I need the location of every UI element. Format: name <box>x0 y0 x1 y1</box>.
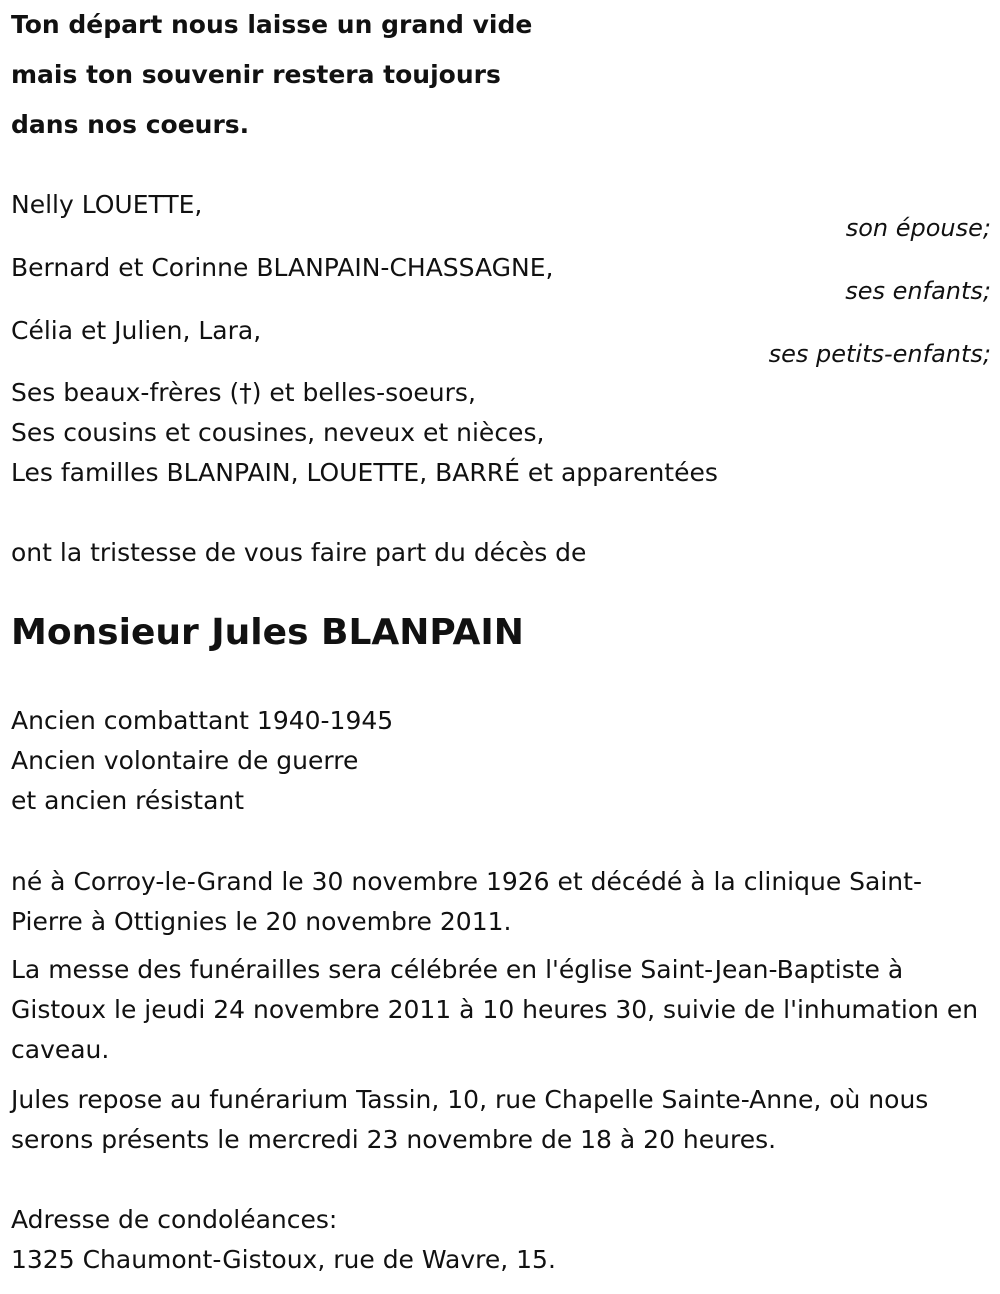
condolences-address: 1325 Chaumont-Gistoux, rue de Wavre, 15. <box>11 1245 556 1274</box>
quote-line-1: Ton départ nous laisse un grand vide <box>11 10 533 39</box>
quote-line-2: mais ton souvenir restera toujours <box>11 60 501 89</box>
family-grandchildren-role: ses petits-enfants; <box>768 340 991 368</box>
birth-death-paragraph: né à Corroy-le-Grand le 30 novembre 1926 et décédé à la clinique Saint-Pierre à Ottignies le 20 novembre 2011. <box>11 867 922 936</box>
title-line-3: et ancien résistant <box>11 786 245 815</box>
title-line-1: Ancien combattant 1940-1945 <box>11 706 394 735</box>
family-grandchildren-name: Célia et Julien, Lara, <box>11 316 262 345</box>
quote-line-3: dans nos coeurs. <box>11 110 250 139</box>
family-children-role: ses enfants; <box>845 277 991 305</box>
family-spouse-role: son épouse; <box>845 214 991 242</box>
title-line-2: Ancien volontaire de guerre <box>11 746 359 775</box>
relatives-line-3: Les familles BLANPAIN, LOUETTE, BARRÉ et apparentées <box>11 458 718 487</box>
condolences-label: Adresse de condoléances: <box>11 1205 338 1234</box>
deceased-name: Monsieur Jules BLANPAIN <box>11 612 524 653</box>
relatives-line-2: Ses cousins et cousines, neveux et nièces, <box>11 418 545 447</box>
family-spouse-name: Nelly LOUETTE, <box>11 190 203 219</box>
announcement-text: ont la tristesse de vous faire part du décès de <box>11 538 587 567</box>
funeral-paragraph: La messe des funérailles sera célébrée en l'église Saint-Jean-Baptiste à Gistoux le jeudi 24 novembre 2011 à 10 heures 30, suivie de l'inhumation en caveau. <box>11 955 979 1064</box>
family-children-name: Bernard et Corinne BLANPAIN-CHASSAGNE, <box>11 253 554 282</box>
relatives-line-1: Ses beaux-frères (†) et belles-soeurs, <box>11 378 476 407</box>
visitation-paragraph: Jules repose au funérarium Tassin, 10, rue Chapelle Sainte-Anne, où nous serons présents le mercredi 23 novembre de 18 à 20 heures. <box>11 1085 929 1154</box>
